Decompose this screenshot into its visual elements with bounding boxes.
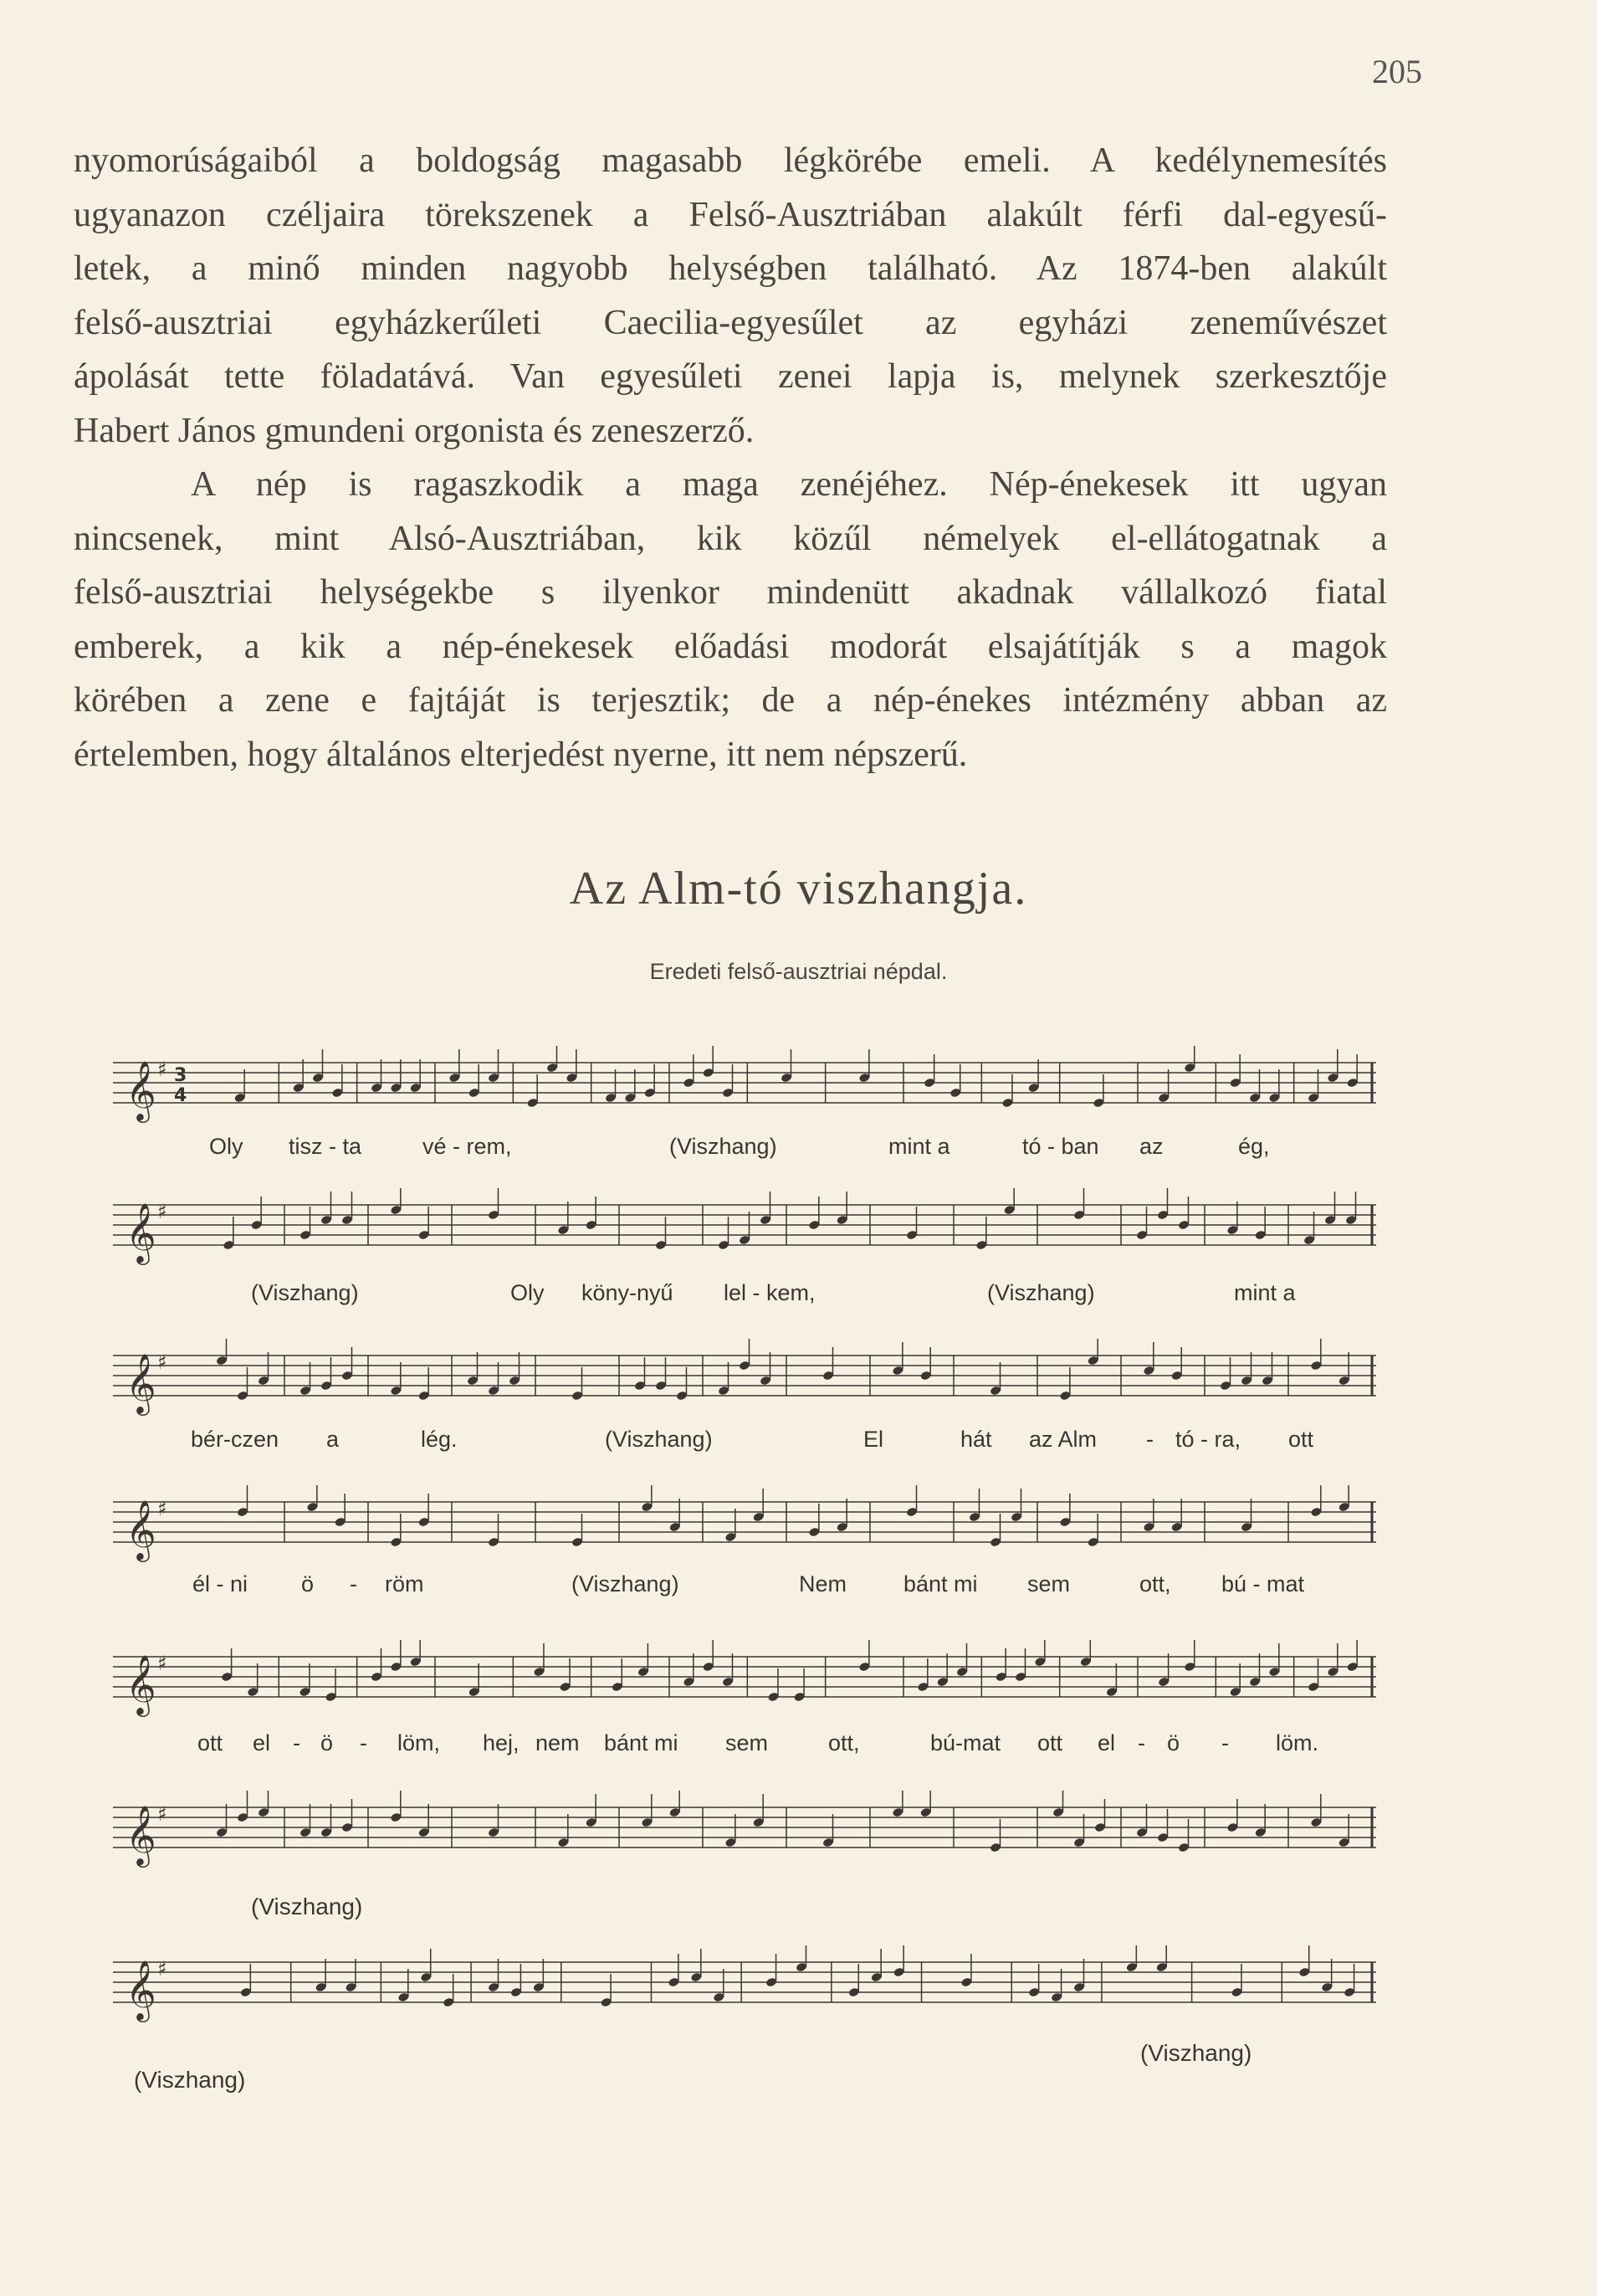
lyric: tó - ban <box>1022 1134 1099 1159</box>
sharp-icon: ♯ <box>157 1802 167 1826</box>
treble-clef-icon: 𝄞 <box>125 1352 156 1413</box>
lyric: - <box>1138 1730 1145 1755</box>
lyric: nem <box>535 1730 580 1755</box>
page-number: 205 <box>1372 53 1422 90</box>
lyric: ott <box>1037 1730 1063 1755</box>
lyric: az <box>1139 1134 1164 1159</box>
lyric: el <box>253 1730 271 1755</box>
lyric: lég. <box>421 1427 458 1452</box>
lyric: ott, <box>1139 1571 1171 1596</box>
lyric: El <box>863 1427 884 1452</box>
lyric: röm <box>385 1571 424 1596</box>
lyric: él - ni <box>192 1571 248 1596</box>
lyric: Oly <box>209 1134 243 1159</box>
lyric: tisz - ta <box>289 1134 362 1159</box>
treble-clef-icon: 𝄞 <box>125 1804 156 1865</box>
sharp-icon: ♯ <box>157 1957 167 1981</box>
staff-notation <box>109 1640 1380 1740</box>
staff-notation <box>109 1485 1380 1586</box>
lyric: ég, <box>1238 1134 1270 1159</box>
text-line: nyomorúságaiból a boldogság magasabb légkörébe emeli. A kedélynemesítés <box>74 141 1387 180</box>
lyric: - <box>1221 1730 1229 1755</box>
lyric: ö <box>301 1571 315 1596</box>
music-stave-3 <box>109 1339 1380 1473</box>
lyric: bánt mi <box>903 1571 978 1596</box>
lyric: bú-mat <box>930 1730 1001 1755</box>
staff-notation <box>109 1188 1380 1289</box>
time-signature: 3 <box>174 1065 187 1086</box>
lyric: ö <box>1167 1730 1180 1755</box>
staff-notation <box>109 1945 1380 2046</box>
text-line: felső-ausztriai egyházkerűleti Caecilia-egyesűlet az egyházi zeneművészet <box>74 303 1387 342</box>
lyric: az Alm <box>1029 1427 1098 1452</box>
lyric: hej, <box>483 1730 520 1755</box>
staff-notation <box>109 1791 1380 1891</box>
lyric: löm. <box>1276 1730 1319 1755</box>
lyric: (Viszhang) <box>571 1571 679 1596</box>
lyric: ö <box>320 1730 334 1755</box>
lyric: mint a <box>888 1134 950 1159</box>
text-line: értelemben, hogy általános elterjedést nyerne, itt nem népszerű. <box>74 735 968 774</box>
lyric: (Viszhang) <box>251 1894 363 1919</box>
lyric: - <box>293 1730 300 1755</box>
treble-clef-icon: 𝄞 <box>125 1059 156 1120</box>
lyric: (Viszhang) <box>669 1134 777 1159</box>
sharp-icon: ♯ <box>157 1350 167 1374</box>
text-line: letek, a minő minden nagyobb helységben található. Az 1874-ben alakúlt <box>74 249 1387 288</box>
lyric: Nem <box>799 1571 847 1596</box>
lyric: - <box>360 1730 367 1755</box>
sharp-icon: ♯ <box>157 1200 167 1223</box>
song-subtitle: Eredeti felső-ausztriai népdal. <box>649 959 948 984</box>
lyric: lel - kem, <box>724 1280 816 1305</box>
treble-clef-icon: 𝄞 <box>125 1653 156 1714</box>
lyric: (Viszhang) <box>605 1427 713 1452</box>
lyric: ott <box>197 1730 223 1755</box>
lyric: Oly <box>510 1280 545 1305</box>
lyric: (Viszhang) <box>134 2067 246 2093</box>
treble-clef-icon: 𝄞 <box>125 1959 156 2020</box>
lyric: mint a <box>1234 1280 1296 1305</box>
text-line: Habert János gmundeni orgonista és zeneszerző. <box>74 411 755 450</box>
music-stave-4 <box>109 1485 1380 1619</box>
lyric: (Viszhang) <box>1140 2040 1252 2066</box>
lyric: köny-nyű <box>581 1280 673 1305</box>
lyric: vé - rem, <box>422 1134 512 1159</box>
lyric: löm, <box>397 1730 441 1755</box>
lyric: hát <box>960 1427 992 1452</box>
treble-clef-icon: 𝄞 <box>125 1499 156 1560</box>
lyric: sem <box>725 1730 769 1755</box>
text-line: felső-ausztriai helységekbe s ilyenkor mindenütt akadnak vállalkozó fiatal <box>74 573 1387 612</box>
lyric: sem <box>1027 1571 1071 1596</box>
body-text <box>74 134 1387 782</box>
lyric: ott <box>1288 1427 1314 1452</box>
lyric: bú - mat <box>1221 1571 1305 1596</box>
sharp-icon: ♯ <box>157 1497 167 1520</box>
lyric: - <box>1146 1427 1154 1452</box>
treble-clef-icon: 𝄞 <box>125 1202 156 1263</box>
sharp-icon: ♯ <box>157 1652 167 1675</box>
text-line: ugyanazon czéljaira törekszenek a Felső-Ausztriában alakúlt férfi dal-egyesű- <box>74 195 1387 234</box>
lyric: tó - ra, <box>1175 1427 1241 1452</box>
lyric: a <box>326 1427 340 1452</box>
music-stave-1 <box>109 1046 1380 1180</box>
lyric: (Viszhang) <box>987 1280 1095 1305</box>
text-line: körében a zene e fajtáját is terjesztik; de a nép-énekes intézmény abban az <box>74 681 1387 720</box>
lyric: bánt mi <box>604 1730 678 1755</box>
text-line: ápolását tette föladatává. Van egyesűleti zenei lapja is, melynek szerkesztője <box>74 357 1387 396</box>
text-line: nincsenek, mint Alsó-Ausztriában, kik közűl némelyek el-ellátogatnak a <box>74 519 1387 558</box>
lyric: - <box>350 1571 357 1596</box>
lyric: el <box>1098 1730 1116 1755</box>
sharp-icon: ♯ <box>157 1058 167 1081</box>
lyric: ott, <box>828 1730 860 1755</box>
lyric: bér-czen <box>191 1427 279 1452</box>
staff-notation <box>109 1046 1380 1146</box>
lyric: (Viszhang) <box>251 1280 359 1305</box>
staff-notation <box>109 1339 1380 1439</box>
song-title: Az Alm-tó viszhangja. <box>569 863 1028 915</box>
text-line: A nép is ragaszkodik a maga zenéjéhez. Nép-énekesek itt ugyan <box>191 465 1387 504</box>
time-signature: 4 <box>174 1085 187 1106</box>
text-line: emberek, a kik a nép-énekesek előadási modorát elsajátítják s a magok <box>74 627 1387 666</box>
